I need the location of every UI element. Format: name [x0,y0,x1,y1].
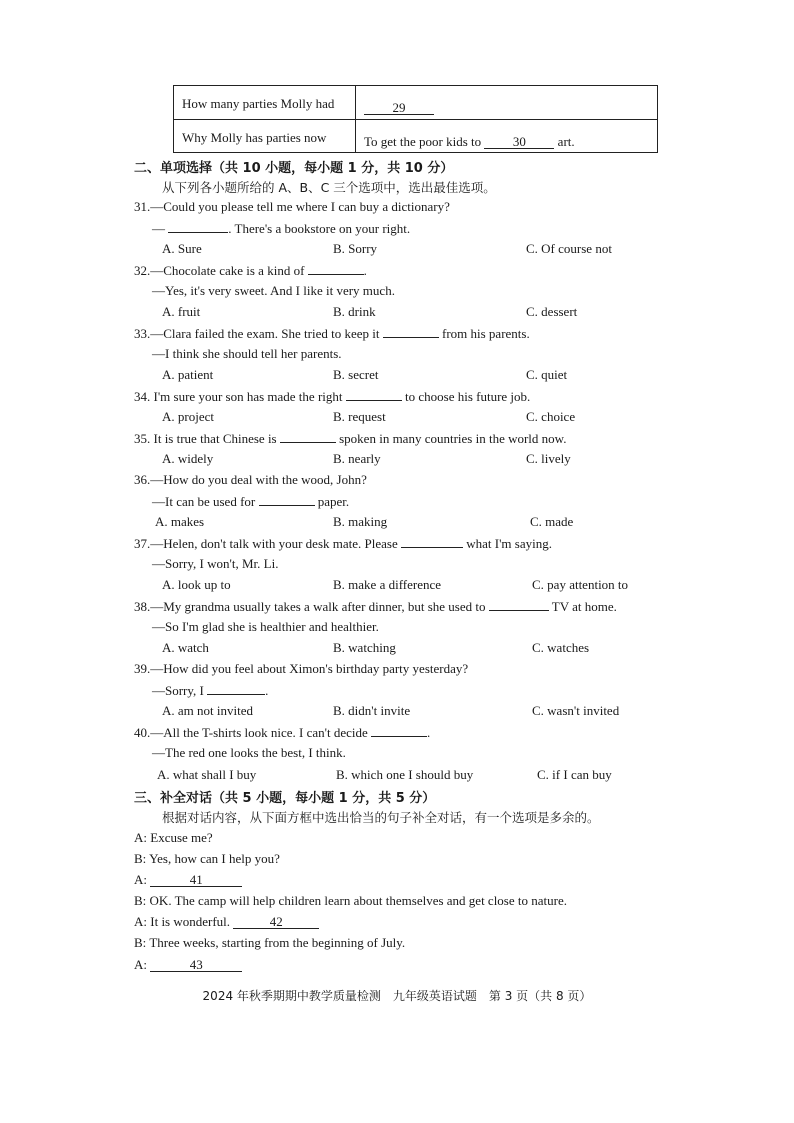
option-c: C. choice [526,409,576,424]
speaker-label: B: [134,893,147,908]
question-number: 34. [134,389,151,404]
blank-30: 30 [484,135,554,149]
speaker-label: B: [134,851,147,866]
question-text: . [265,683,269,698]
question-40-line2: —The red one looks the best, I think. [152,745,346,760]
question-33-line2: —I think she should tell her parents. [152,346,342,361]
question-number: 31. [134,199,151,214]
option-a: A. am not invited [162,703,253,718]
section-2-instruction: 从下列各小题所给的 A、B、C 三个选项中，选出最佳选项。 [162,180,496,195]
option-b: B. making [333,514,388,529]
option-b: B. make a difference [333,577,442,592]
option-a: A. Sure [162,241,202,256]
question-text: —It can be used for [152,494,256,509]
option-a: A. fruit [162,304,201,319]
question-number: 36. [134,472,151,487]
option-c: C. dessert [526,304,578,319]
answer-blank [489,598,549,611]
answer-blank [280,430,336,443]
option-b: B. secret [333,367,379,382]
question-text: spoken in many countries in the world now. [339,431,567,446]
option-a: A. patient [162,367,214,382]
answer-blank [259,493,315,506]
blank-41: 41 [150,873,242,887]
option-b: B. nearly [333,451,381,466]
speaker-label: B: [134,935,147,950]
question-39-line1 [134,661,468,677]
answer-table [173,85,658,153]
question-text: . [427,725,431,740]
question-text: —How did you feel about Ximon's birthday party yesterday? [150,661,469,676]
question-36-line1 [134,472,367,488]
question-text: —All the T-shirts look nice. I can't decide [150,725,368,740]
dialogue-text: Three weeks, starting from the beginning of July. [149,935,406,950]
question-text: what I'm saying. [466,536,552,551]
option-a: A. look up to [162,577,231,592]
question-32-line1 [134,262,367,279]
question-34-line1 [134,388,530,405]
question-text: from his parents. [441,326,530,341]
option-b: B. Sorry [333,241,378,256]
blank-43: 43 [150,958,242,972]
question-number: 38. [134,599,151,614]
dialogue-line [134,914,319,930]
blank-29: 29 [364,101,434,115]
speaker-label: A: [134,872,147,887]
answer-blank [346,388,402,401]
question-text: It is true that Chinese is [153,431,277,446]
option-c: C. watches [532,640,590,655]
option-a: A. widely [162,451,214,466]
dialogue-line [134,872,242,888]
dialogue-line [134,851,280,867]
question-text: —Could you please tell me where I can buy a dictionary? [150,199,450,214]
answer-blank [401,535,463,548]
answer-blank [383,325,439,338]
question-text: paper. [317,494,350,509]
question-text: . [363,263,367,278]
table-row-label: How many parties Molly had [182,96,335,111]
option-b: B. request [333,409,386,424]
dialogue-line [134,957,242,973]
table-row-label: Why Molly has parties now [182,130,327,145]
section-3-title: 三、补全对话（共 5 小题，每小题 1 分，共 5 分） [134,791,436,806]
question-number: 39. [134,661,151,676]
question-number: 35. [134,431,151,446]
table-row-suffix: art. [557,134,575,149]
question-text: to choose his future job. [405,389,531,404]
question-text: —My grandma usually takes a walk after dinner, but she used to [150,599,486,614]
dialogue-text: Yes, how can I help you? [149,851,280,866]
table-row-answer [364,134,575,150]
question-33-line1 [134,325,530,342]
dialogue-text: Excuse me? [150,830,213,845]
table-row-prefix: To get the poor kids to [364,134,482,149]
option-a: A. project [162,409,214,424]
dialogue-text: OK. The camp will help children learn about themselves and get close to nature. [149,893,567,908]
speaker-label: A: [134,957,147,972]
question-number: 37. [134,536,151,551]
speaker-label: A: [134,830,147,845]
question-text: . There's a bookstore on your right. [228,221,411,236]
option-a: A. watch [162,640,209,655]
question-number: 40. [134,725,151,740]
option-a: A. what shall I buy [157,767,257,782]
option-c: C. Of course not [526,241,612,256]
option-b: B. drink [333,304,376,319]
question-31-line1 [134,199,450,215]
question-number: 32. [134,263,151,278]
dialogue-text: It is wonderful. [150,914,231,929]
dialogue-line [134,830,213,846]
section-2-title: 二、单项选择（共 10 小题，每小题 1 分，共 10 分） [134,161,454,176]
dialogue-line [134,893,567,909]
question-text: —Clara failed the exam. She tried to keep it [150,326,380,341]
question-40-line1 [134,724,430,741]
speaker-label: A: [134,914,147,929]
answer-blank [371,724,427,737]
option-c: C. pay attention to [532,577,629,592]
page-footer: 2024 年秋季期期中教学质量检测 九年级英语试题 第 3 页（共 8 页） [202,989,592,1003]
question-number: 33. [134,326,151,341]
question-text: I'm sure your son has made the right [153,389,343,404]
question-32-line2: —Yes, it's very sweet. And I like it very much. [152,283,395,298]
option-b: B. didn't invite [333,703,411,718]
option-b: B. watching [333,640,396,655]
section-3-instruction: 根据对话内容，从下面方框中选出恰当的句子补全对话，有一个选项是多余的。 [162,810,600,825]
option-c: C. lively [526,451,571,466]
question-text: — [152,221,165,236]
answer-blank [168,220,228,233]
option-b: B. which one I should buy [336,767,474,782]
question-31-line2 [152,220,410,237]
blank-42: 42 [233,915,319,929]
option-c: C. made [530,514,574,529]
table-row-answer [364,100,434,116]
question-38-line1 [134,598,617,615]
question-35-line1 [134,430,566,447]
question-text: —How do you deal with the wood, John? [150,472,367,487]
question-39-line2 [152,682,268,699]
option-c: C. quiet [526,367,568,382]
question-37-line2: —Sorry, I won't, Mr. Li. [152,556,279,571]
answer-blank [207,682,265,695]
option-a: A. makes [155,514,205,529]
answer-blank [308,262,364,275]
question-text: —Chocolate cake is a kind of [150,263,305,278]
question-text: TV at home. [551,599,617,614]
question-36-line2 [152,493,349,510]
dialogue-line [134,935,405,951]
option-c: C. wasn't invited [532,703,620,718]
table-row [174,120,657,153]
question-37-line1 [134,535,552,552]
table-row [174,86,657,120]
question-text: —Sorry, I [152,683,204,698]
question-text: —Helen, don't talk with your desk mate. Please [150,536,398,551]
option-c: C. if I can buy [537,767,612,782]
question-38-line2: —So I'm glad she is healthier and healthier. [152,619,379,634]
